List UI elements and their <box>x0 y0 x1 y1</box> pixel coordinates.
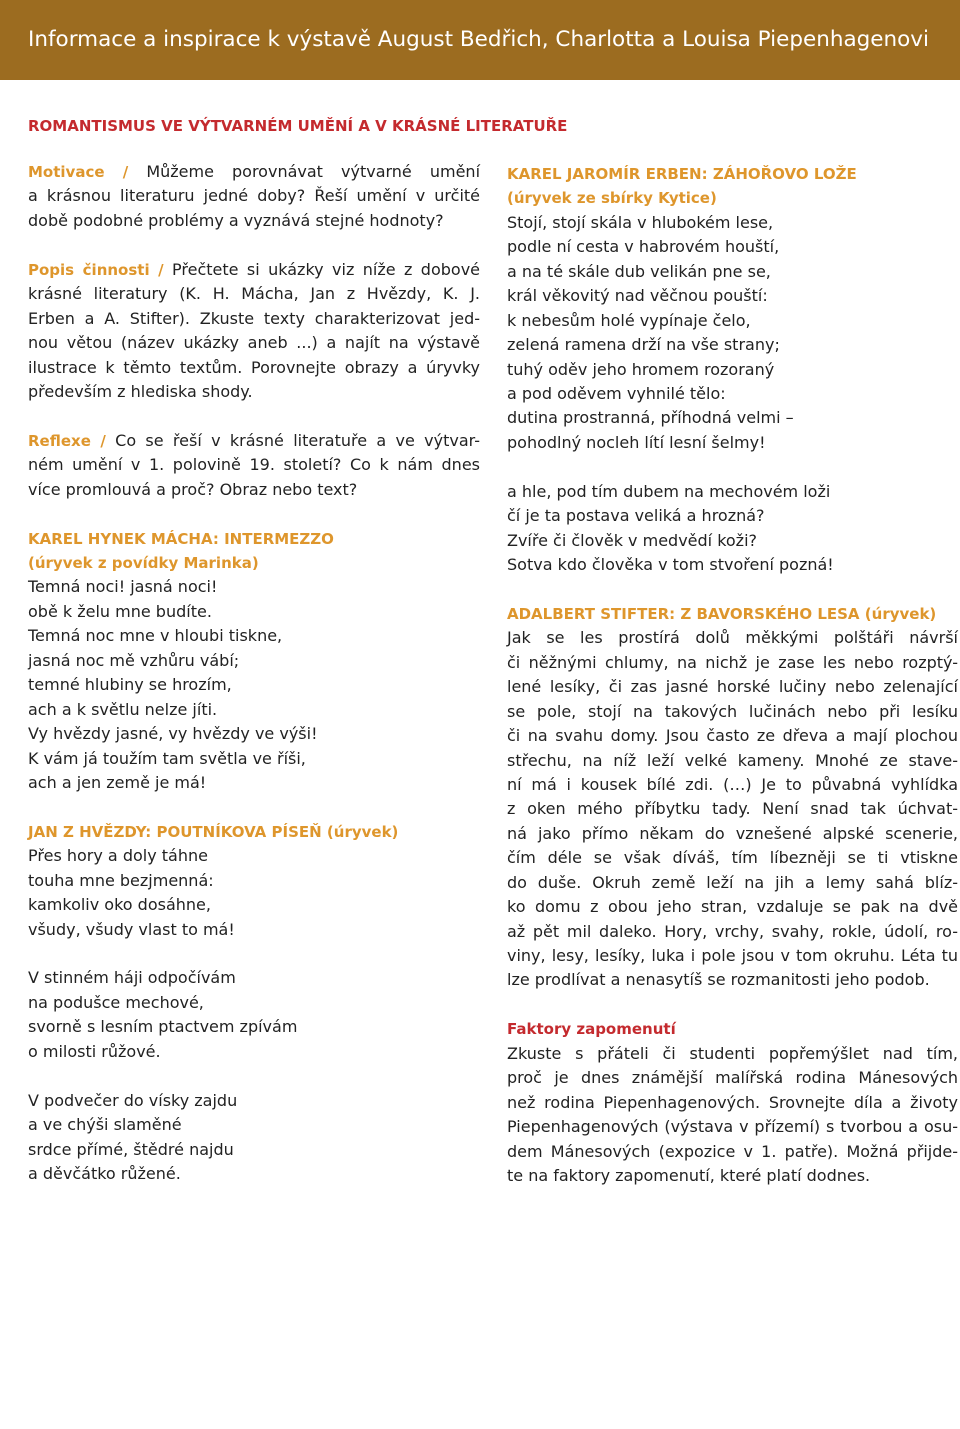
paragraph-line: ní má i kousek bílé zdi. (…) Je to půvabná vyhlídka <box>507 774 958 794</box>
paragraph-line: až pět mil daleko. Hory, vrchy, svahy, rokle, údolí, ro- <box>507 921 958 941</box>
left-column <box>28 160 480 1186</box>
verse-line: Přes hory a doly táhne <box>28 846 208 866</box>
activity-paragraph <box>28 258 480 405</box>
paragraph-line: Jak se les prostírá dolů měkkými polštáři návrší <box>507 628 958 648</box>
paragraph-line: dem Mánesových (expozice v 1. patře). Možná přijde- <box>507 1141 958 1161</box>
macha-excerpt <box>28 527 480 796</box>
verse-line: čí je ta postava veliká a hrozná? <box>507 506 765 526</box>
paragraph-line: nou větou (název ukázky aneb ...) a najít na výstavě <box>28 333 480 353</box>
verse-line: tuhý oděv jeho hromem rozoraný <box>507 359 775 379</box>
paragraph-line: krásné literatury (K. H. Mácha, Jan z Hvězdy, K. J. <box>28 284 480 304</box>
paragraph-spacer <box>28 404 480 428</box>
excerpt-subtitle: (úryvek ze sbírky Kytice) <box>507 189 717 208</box>
paragraph-text: Co se řeší v krásné literatuře a ve výtvar- <box>115 430 480 450</box>
forgetting-section <box>507 1017 958 1188</box>
verse-line: Temná noc mne v hloubi tiskne, <box>28 626 283 646</box>
paragraph-line: se pole, stojí na takových lučinách nebo při lesíku <box>507 701 958 721</box>
verse-line: Vy hvězdy jasné, vy hvězdy ve výši! <box>28 724 318 744</box>
verse-line: zelená ramena drží na vše strany; <box>507 335 780 355</box>
verse-line: král věkovitý nad věčnou pouští: <box>507 286 768 306</box>
paragraph-line: době podobné problémy a vyznává stejné hodnoty? <box>28 210 444 230</box>
stanza-spacer <box>28 942 480 966</box>
paragraph-line: Zkuste s přáteli či studenti popřemýšlet nad tím, <box>507 1043 958 1063</box>
paragraph-spacer <box>28 233 480 257</box>
paragraph-line: či něžnými chlumy, na nichž je zase les nebo rozptý- <box>507 652 958 672</box>
verse-line: a hle, pod tím dubem na mechovém loži <box>507 481 831 501</box>
verse-line: Zvíře či člověk v medvědí koži? <box>507 530 758 550</box>
reflection-label: Reflexe / <box>28 431 106 450</box>
paragraph-spacer <box>507 993 958 1017</box>
erben-excerpt <box>507 162 958 577</box>
verse-line: pohodlný nocleh lítí lesní šelmy! <box>507 432 766 452</box>
paragraph-line: z oken mého příbytku tady. Není snad tak úchvat- <box>507 799 958 819</box>
verse-line: Sotva kdo člověka v tom stvoření pozná! <box>507 555 834 574</box>
verse-line: kamkoliv oko dosáhne, <box>28 895 211 915</box>
excerpt-note: (úryvek) <box>326 822 399 841</box>
paragraph-line: ilustrace k těmto textům. Porovnejte obrazy a úryvky <box>28 357 480 377</box>
paragraph-line: proč je dnes známější malířská rodina Mánesových <box>507 1068 958 1088</box>
right-column <box>507 162 958 1188</box>
verse-line: svorně s lesním ptactvem zpívám <box>28 1017 298 1037</box>
paragraph-line: lze prodlívat a nenasytíš se rozmanitosti jeho podob. <box>507 970 930 990</box>
paragraph-line: či na svahu domy. Jsou často ze dřeva a mají plochou <box>507 726 958 746</box>
header-title: Informace a inspirace k výstavě August Bedřich, Charlotta a Louisa Piepenhagenovi <box>28 27 930 52</box>
paragraph-line: ko domu z obou jeho stran, vzdaluje se pak na dvě <box>507 897 958 917</box>
verse-line: V podvečer do vísky zajdu <box>28 1090 238 1110</box>
verse-line: ach a k světlu nelze jíti. <box>28 699 218 719</box>
activity-label: Popis činnosti / <box>28 260 164 279</box>
paragraph-line <box>28 258 480 282</box>
excerpt-title <box>507 602 958 626</box>
verse-line: Stojí, stojí skála v hlubokém lese, <box>507 212 774 232</box>
stifter-excerpt <box>507 602 958 993</box>
paragraph-line <box>28 160 480 184</box>
excerpt-subtitle: (úryvek z povídky Marinka) <box>28 554 259 572</box>
paragraph-line: ném umění v 1. polovině 19. století? Co k nám dnes <box>28 455 480 475</box>
excerpt-title-text: JAN Z HVĚZDY: POUTNÍKOVA PÍSEŇ <box>28 822 322 841</box>
paragraph-line: viny, lesy, lesíky, luka i pole jsou v tom okruhu. Léta tu <box>507 946 958 965</box>
verse-line: jasná noc mě vzhůru vábí; <box>28 650 240 670</box>
verse-line: V stinném háji odpočívám <box>28 968 236 988</box>
motivation-label: Motivace / <box>28 163 129 181</box>
verse-line: a pod oděvem vyhnilé tělo: <box>507 383 726 403</box>
verse-line: ach a jen země je má! <box>28 772 207 792</box>
verse-line: a děvčátko růžené. <box>28 1163 181 1183</box>
verse-line: podle ní cesta v habrovém houští, <box>507 237 780 257</box>
paragraph-spacer <box>28 502 480 526</box>
paragraph-line: čím déle se však díváš, tím líbezněji se ti vtiskne <box>507 848 958 868</box>
verse-line: temné hlubiny se hrozím, <box>28 675 232 695</box>
paragraph-line: Piepenhagenových (výstava v přízemí) s tvorbou a osu- <box>507 1117 958 1137</box>
motivation-paragraph <box>28 160 480 233</box>
paragraph-line: lené lesíky, či zas jasné horské lučiny nebo zelenající <box>507 677 958 697</box>
verse-line: na podušce mechové, <box>28 992 204 1012</box>
verse-line: obě k želu mne budíte. <box>28 601 212 621</box>
verse-line: K vám já toužím tam světla ve říši, <box>28 748 306 768</box>
paragraph-line: střechu, na níž leží velké kameny. Mnohé ze stave- <box>507 750 958 770</box>
stanza-spacer <box>28 1064 480 1088</box>
paragraph-line: Erben a A. Stifter). Zkuste texty charakterizovat jed- <box>28 308 480 328</box>
paragraph-line: především z hlediska shody. <box>28 381 253 401</box>
verse-line: touha mne bezjmenná: <box>28 870 214 890</box>
paragraph-text: Můžeme porovnávat výtvarné umění <box>146 162 481 181</box>
excerpt-title: KAREL HYNEK MÁCHA: INTERMEZZO <box>28 529 334 548</box>
verse-line: k nebesům holé vypínaje čelo, <box>507 310 751 330</box>
jan-z-hvezdy-excerpt <box>28 820 480 1187</box>
verse-line: všudy, všudy vlast to má! <box>28 919 235 939</box>
paragraph-line: ná jako přímo někam do vznešené alpské scenerie, <box>507 823 958 843</box>
verse-line: dutina prostranná, příhodná velmi – <box>507 408 794 428</box>
verse-line: a ve chýši slaměné <box>28 1115 182 1135</box>
header-bar <box>0 0 960 80</box>
verse-line: a na té skále dub velikán pne se, <box>507 261 771 281</box>
paragraph-line: a krásnou literaturu jedné doby? Řeší umění v určité <box>28 186 480 206</box>
paragraph-line: než rodina Piepenhagenových. Srovnejte díla a životy <box>507 1092 958 1112</box>
verse-line: Temná noci! jasná noci! <box>28 577 218 597</box>
paragraph-line: te na faktory zapomenutí, které platí dodnes. <box>507 1165 871 1185</box>
excerpt-title <box>28 820 480 844</box>
verse-line: o milosti růžové. <box>28 1041 161 1061</box>
forgetting-title: Faktory zapomenutí <box>507 1020 676 1039</box>
paragraph-line: do duše. Okruh země leží na jih a lemy sahá blíz- <box>507 872 958 892</box>
excerpt-note: (úryvek) <box>864 604 937 623</box>
paragraph-line <box>28 429 480 453</box>
verse-line: srdce přímé, štědré najdu <box>28 1139 234 1159</box>
reflection-paragraph <box>28 429 480 502</box>
paragraph-text: Přečtete si ukázky viz níže z dobové <box>172 259 481 279</box>
excerpt-title: KAREL JAROMÍR ERBEN: ZÁHOŘOVO LOŽE <box>507 165 857 183</box>
paragraph-spacer <box>507 577 958 601</box>
excerpt-title-text: ADALBERT STIFTER: Z BAVORSKÉHO LESA <box>507 604 860 623</box>
paragraph-spacer <box>28 795 480 819</box>
section-heading: ROMANTISMUS VE VÝTVARNÉM UMĚNÍ A V KRÁSNÉ LITERATUŘE <box>28 117 568 135</box>
paragraph-line: více promlouvá a proč? Obraz nebo text? <box>28 479 358 499</box>
stanza-spacer <box>507 455 958 479</box>
